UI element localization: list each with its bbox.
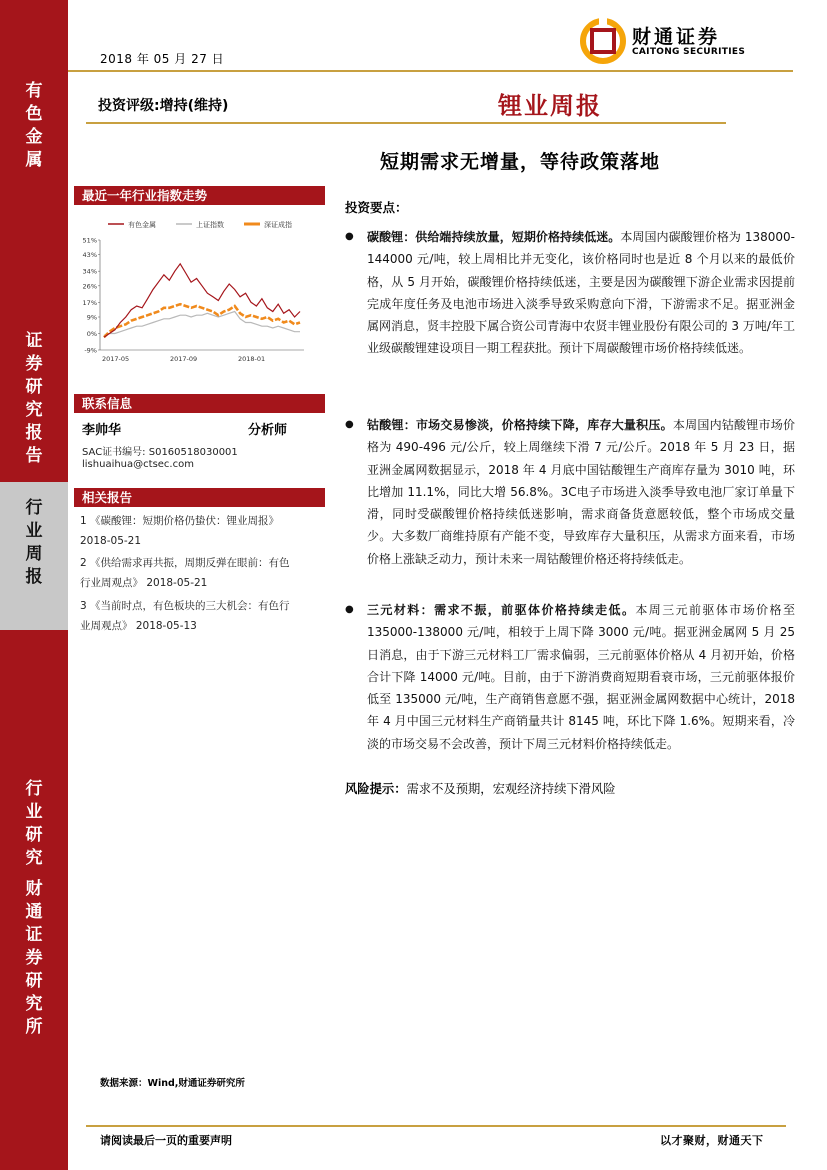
logo-text: 财通证券 (632, 26, 721, 48)
sidebar-char: 研 (25, 377, 43, 397)
related-report-1-line1: 1 《碳酸锂：短期价格仍蛰伏：锂业周报》 (80, 515, 280, 527)
sidebar-char: 告 (25, 446, 43, 466)
sidebar-char: 研 (25, 825, 43, 845)
sidebar (0, 0, 68, 1170)
page-title: 短期需求无增量，等待政策落地 (380, 151, 661, 173)
related-heading: 相关报告 (74, 488, 325, 507)
report-date: 2018 年 05 月 27 日 (100, 52, 225, 66)
key-point-ternary-materials (345, 599, 795, 755)
sidebar-char: 证 (25, 925, 43, 945)
key-point-2-body: 本周国内钴酸锂市场价格为 490-496 元/公斤，较上周继续下滑 7 元/公斤。2018 年 5 月 23 日，据亚洲金属网数据显示，2018 年 4 月底中国钴酸锂生产商库存量为 3010 吨，环比增加 11.1%，同比大增 56.8%。3C电子市场进入淡季导致电池厂家订单量下滑，同时受碳酸锂价格持续低迷影响，需求商备货意愿较低，整个市场成交量少。大多数厂商维持原有产能不变，导致库存大量积压，从需求方面来看，市场价格上涨缺乏动力，预计未来一周钴酸锂价格还将持续低走。 (367, 418, 795, 566)
key-point-1-heading: 碳酸锂：供给端持续放量，短期价格持续低迷。 (367, 230, 621, 244)
x-tick-label: 2017-09 (170, 355, 198, 363)
bullet-icon: ● (345, 231, 354, 242)
analyst-role: 分析师 (248, 423, 288, 438)
bullet-icon: ● (345, 419, 354, 430)
sidebar-char: 金 (25, 127, 43, 147)
legend-label: 上证指数 (196, 221, 224, 229)
y-tick-label: -9% (84, 346, 97, 355)
sidebar-char: 财 (25, 879, 43, 899)
series-line-2 (104, 304, 300, 337)
sidebar-institute-label (0, 878, 68, 1039)
x-tick-label: 2017-05 (102, 355, 130, 363)
series-line-1 (104, 312, 300, 336)
related-report-2-line1: 2 《供给需求再共振，周期反弹在眼前：有色 (80, 557, 290, 569)
sidebar-char: 有 (25, 81, 43, 101)
y-tick-label: 51% (82, 236, 97, 245)
footer-divider (86, 1125, 786, 1127)
y-tick-label: 26% (82, 282, 97, 291)
logo-english-text: CAITONG SECURITIES (632, 47, 746, 57)
y-tick-label: 43% (82, 251, 97, 260)
sidebar-research-label (0, 778, 68, 870)
title-divider (86, 122, 726, 124)
bullet-icon: ● (345, 604, 354, 615)
sidebar-char: 行 (25, 498, 43, 518)
sidebar-char: 所 (25, 1017, 43, 1037)
risk-text: 需求不及预期，宏观经济持续下滑风险 (406, 782, 616, 796)
related-report-3-line2: 业周观点》 2018-05-13 (80, 620, 197, 632)
x-tick-label: 2018-01 (238, 355, 266, 363)
key-point-lithium-carbonate (345, 226, 795, 360)
sidebar-char: 业 (25, 521, 43, 541)
legend-label: 有色金属 (128, 221, 156, 229)
sidebar-char: 属 (25, 150, 43, 170)
chart-heading: 最近一年行业指数走势 (74, 186, 325, 205)
key-points-heading: 投资要点： (345, 200, 408, 215)
key-point-2-heading: 钴酸锂：市场交易惨淡，价格持续下降，库存大量积压。 (367, 418, 673, 432)
key-point-3-body: 本周三元前驱体市场价格至 135000-138000 元/吨，相较于上周下降 3000 元/吨。据亚洲金属网 5 月 25 日消息，由于下游三元材料工厂需求偏弱，三元前驱体价格从 4 月初开始，价格合计下降 14000 元/吨。目前，由于下游消费商短期看衰市场，三元前驱体报价低至 135000 元/吨，生产商销售意愿不强，据亚洲金属网数据中心统计，2018 年 4 月中国三元材料生产商销量共计 8145 吨，环比下降 1.6%。短期来看，冷淡的市场交易不会改善，预计下周三元材料价格持续低走。 (367, 603, 795, 751)
data-source: 数据来源：Wind,财通证券研究所 (100, 1078, 245, 1089)
sidebar-industry-label (0, 80, 68, 172)
sidebar-char: 券 (25, 354, 43, 374)
contact-heading: 联系信息 (74, 394, 325, 413)
sidebar-char: 究 (25, 400, 43, 420)
sidebar-char: 报 (25, 567, 43, 587)
sidebar-char: 证 (25, 331, 43, 351)
related-report-1[interactable] (80, 511, 325, 551)
key-point-lithium-cobaltate (345, 414, 795, 570)
y-tick-label: 17% (82, 298, 97, 307)
related-report-2[interactable] (80, 553, 325, 593)
report-type: 锂业周报 (498, 91, 602, 120)
sidebar-char: 研 (25, 971, 43, 991)
risk-warning (345, 779, 616, 797)
key-point-1-body: 本周国内碳酸锂价格为 138000-144000 元/吨，较上周相比并无变化，该价格同时也是近 8 个月以来的最低价格，从 5 月开始，碳酸锂价格持续低迷，主要是因为碳酸锂下游企业需求因提前完成年度任务及电池市场进入淡季导致采购意向下滑，下游需求不足。据亚洲金属网消息，贤丰控股下属合资公司青海中农贤丰锂业股份有限公司的 3 万吨/年工业级碳酸锂建设项目一期工程获批。预计下周碳酸锂市场价格持续低迷。 (367, 230, 795, 356)
investment-rating: 投资评级:增持(维持) (98, 98, 229, 114)
caitong-logo-icon (578, 16, 628, 66)
sidebar-char: 色 (25, 104, 43, 124)
slogan: 以才聚财，财通天下 (660, 1134, 764, 1147)
sidebar-char: 周 (25, 544, 43, 564)
sidebar-char: 报 (25, 423, 43, 443)
sidebar-char: 券 (25, 948, 43, 968)
sidebar-char: 通 (25, 902, 43, 922)
sidebar-weekly-label (0, 497, 68, 589)
related-report-2-line2: 行业周观点》 2018-05-21 (80, 577, 208, 589)
index-trend-chart (74, 212, 325, 372)
sac-number: SAC证书编号: S0160518030001 (82, 447, 238, 458)
related-report-3-line1: 3 《当前时点，有色板块的三大机会：有色行 (80, 600, 290, 612)
sidebar-char: 业 (25, 802, 43, 822)
sidebar-char: 行 (25, 779, 43, 799)
y-tick-label: 9% (86, 313, 97, 322)
y-tick-label: 0% (86, 330, 97, 338)
y-tick-label: 34% (82, 267, 97, 276)
analyst-name: 李帅华 (82, 423, 122, 438)
sidebar-char: 究 (25, 994, 43, 1014)
sidebar-report-label (0, 330, 68, 468)
analyst-email[interactable]: lishuaihua@ctsec.com (82, 459, 194, 470)
header-divider (68, 70, 793, 72)
risk-label: 风险提示： (345, 782, 407, 796)
related-report-1-line2: 2018-05-21 (80, 535, 142, 547)
key-point-3-heading: 三元材料：需求不振，前驱体价格持续走低。 (367, 603, 636, 617)
legend-label: 深证成指 (264, 221, 292, 229)
series-line-0 (104, 264, 300, 337)
disclaimer-link[interactable]: 请阅读最后一页的重要声明 (100, 1134, 232, 1147)
related-report-3[interactable] (80, 596, 325, 636)
sidebar-char: 究 (25, 848, 43, 868)
